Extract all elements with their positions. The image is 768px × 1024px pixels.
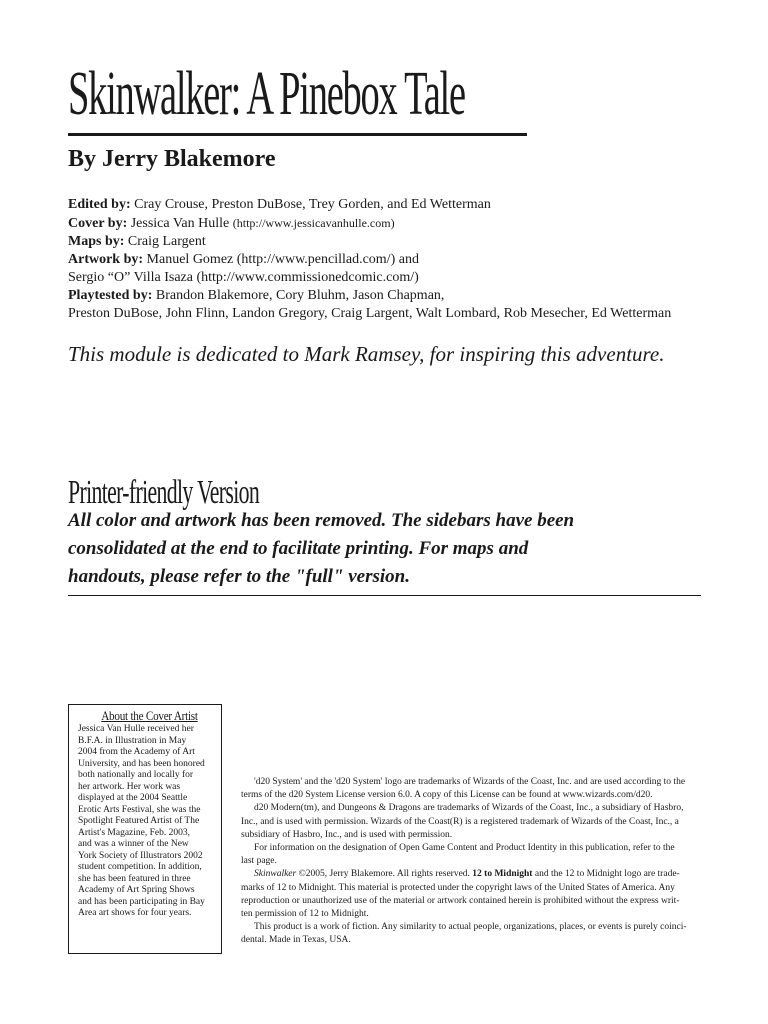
- sidebar-title: About the Cover Artist: [101, 708, 198, 723]
- legal-line: reproduction or unauthorized use of the material or artwork contained herein is prohibited without the express writ-: [241, 895, 680, 906]
- legal-line: ten permission of 12 to Midnight.: [241, 909, 369, 920]
- credit-label: Cover by:: [68, 216, 128, 231]
- legal-line: subsidiary of Hasbro, Inc., and is used with permission.: [241, 829, 453, 840]
- legal-line: Inc., and is used with permission. Wizards of the Coast(R) is a registered trademark of Wizards of the Coast, Inc., a: [241, 816, 679, 827]
- sidebar-body: [78, 724, 221, 920]
- cover-artist-sidebar: [68, 704, 222, 954]
- sidebar-line: student competition. In addition,: [78, 862, 202, 872]
- author-byline: By Jerry Blakemore: [68, 146, 276, 172]
- credit-playtested: [68, 287, 748, 305]
- credit-label: Maps by:: [68, 234, 125, 249]
- publisher-name: 12 to Midnight: [472, 869, 533, 880]
- credit-playtested-cont: Preston DuBose, John Flinn, Landon Gregory, Craig Largent, Walt Lombard, Rob Mesecher, Ed Wetterman: [68, 306, 672, 321]
- credit-value: Craig Largent: [124, 234, 206, 249]
- legal-notice: [241, 776, 701, 948]
- credit-value: Jessica Van Hulle: [127, 216, 233, 231]
- product-title: Skinwalker: [254, 869, 297, 880]
- sidebar-line: she has been featured in three: [78, 873, 191, 884]
- dedication: This module is dedicated to Mark Ramsey, for inspiring this adventure.: [68, 342, 665, 366]
- legal-line: For information on the designation of Open Game Content and Product Identity in this publication, refer to the: [254, 843, 675, 854]
- credit-url: (http://www.jessicavanhulle.com): [232, 216, 395, 230]
- section-divider: [68, 595, 701, 596]
- credit-label: Edited by:: [68, 197, 131, 212]
- notice-line: All color and artwork has been removed. The sidebars have been: [68, 510, 575, 531]
- sidebar-line: University, and has been honored: [78, 758, 205, 769]
- legal-line: [241, 868, 701, 881]
- sidebar-line: displayed at the 2004 Seattle: [78, 793, 188, 803]
- legal-line: marks of 12 to Midnight. This material is protected under the copyright laws of the United States of America. Any: [241, 882, 675, 893]
- credits-block: [68, 196, 748, 323]
- sidebar-line: both nationally and locally for: [78, 770, 194, 780]
- legal-text: ©2005, Jerry Blakemore. All rights reserved.: [296, 869, 473, 880]
- sidebar-line: Jessica Van Hulle received her: [78, 724, 194, 734]
- sidebar-line: Area art shows for four years.: [78, 908, 192, 918]
- credit-label: Artwork by:: [68, 252, 144, 267]
- sidebar-line: B.F.A. in Illustration in May: [78, 735, 187, 746]
- title-underline: [68, 133, 527, 136]
- document-title: Skinwalker: A Pinebox Tale: [68, 60, 465, 128]
- legal-line: This product is a work of fiction. Any similarity to actual people, organizations, places, or events is purely coinci-: [254, 922, 687, 933]
- credit-cover: [68, 214, 748, 233]
- credit-artwork: [68, 251, 748, 269]
- legal-line: last page.: [241, 856, 277, 867]
- notice-line: handouts, please refer to the "full" version.: [68, 566, 410, 587]
- sidebar-line: her artwork. Her work was: [78, 781, 181, 792]
- legal-line: dental. Made in Texas, USA.: [241, 935, 351, 946]
- sidebar-line: 2004 from the Academy of Art: [78, 747, 195, 757]
- credit-value: Manuel Gomez (http://www.pencillad.com/) and: [143, 252, 419, 267]
- sidebar-line: York Society of Illustrators 2002: [78, 850, 203, 861]
- sidebar-line: Academy of Art Spring Shows: [78, 885, 195, 895]
- sidebar-line: Erotic Arts Festival, she was the: [78, 804, 201, 815]
- credit-edited: [68, 196, 748, 214]
- legal-line: 'd20 System' and the 'd20 System' logo are trademarks of Wizards of the Coast, Inc. and are used according to the: [254, 777, 686, 787]
- credit-value: Cray Crouse, Preston DuBose, Trey Gorden, and Ed Wetterman: [130, 197, 491, 212]
- sidebar-line: and has been participating in Bay: [78, 896, 205, 907]
- sidebar-line: Spotlight Featured Artist of The: [78, 816, 200, 826]
- credit-value: Brandon Blakemore, Cory Bluhm, Jason Chapman,: [152, 288, 445, 303]
- sidebar-line: and was a winner of the New: [78, 839, 189, 849]
- credit-maps: [68, 233, 748, 251]
- credit-artwork-cont: Sergio “O” Villa Isaza (http://www.commissionedcomic.com/): [68, 270, 419, 285]
- legal-line: d20 Modern(tm), and Dungeons & Dragons are trademarks of Wizards of the Coast, Inc., a subsidiary of Hasbro,: [254, 803, 684, 814]
- credit-label: Playtested by:: [68, 288, 153, 303]
- legal-text: and the 12 to Midnight logo are trade-: [532, 869, 680, 880]
- legal-line: terms of the d20 System License version 6.0. A copy of this License can be found at www.wizards.com/d20.: [241, 790, 653, 801]
- sidebar-line: Artist's Magazine, Feb. 2003,: [78, 827, 191, 838]
- printer-friendly-notice: [68, 507, 708, 591]
- notice-line: consolidated at the end to facilitate printing. For maps and: [68, 538, 529, 559]
- printer-friendly-heading: Printer-friendly Version: [68, 474, 260, 511]
